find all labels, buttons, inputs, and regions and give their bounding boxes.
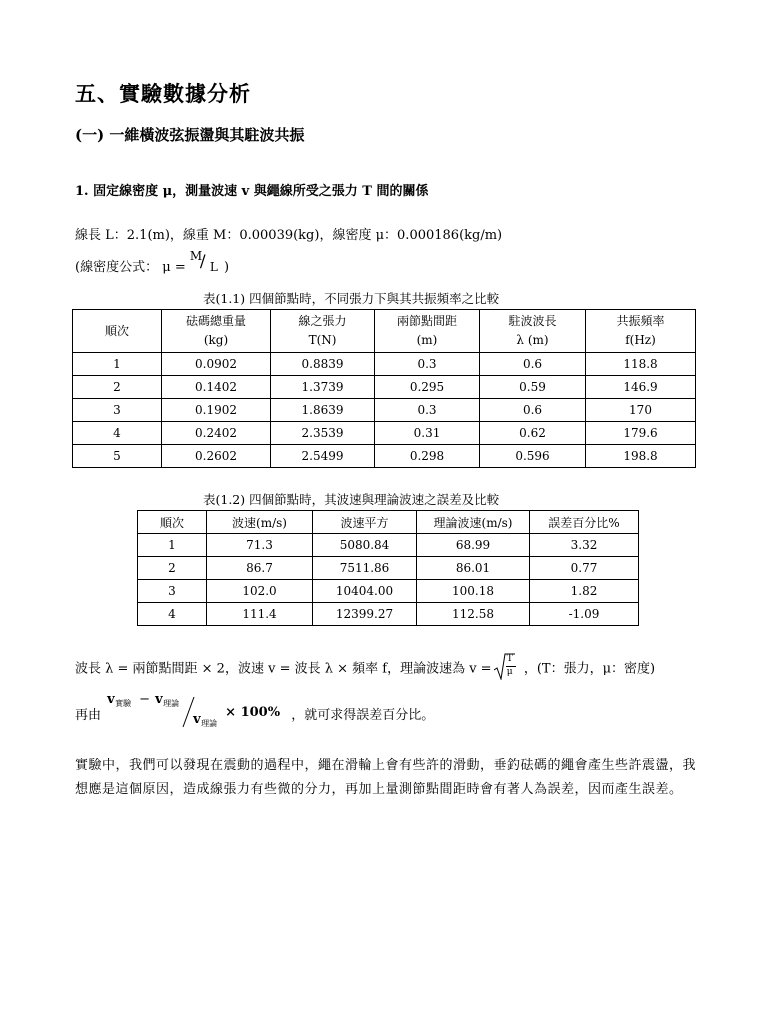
density-num: M	[189, 249, 203, 263]
table2-header-cell: 波速平方	[313, 511, 417, 534]
table-cell: 0.77	[530, 557, 639, 580]
table-row	[138, 557, 639, 580]
table-cell: 0.1902	[162, 399, 271, 422]
table-cell: 198.8	[586, 445, 696, 468]
error-formula-suffix: ，就可求得誤差百分比。	[291, 708, 435, 723]
table-cell: 111.4	[207, 603, 313, 626]
density-formula-prefix: (線密度公式：	[75, 260, 159, 275]
table-cell: 5080.84	[313, 534, 417, 557]
table-wave-speed-error	[137, 510, 639, 626]
table-cell: 0.3	[375, 399, 480, 422]
table1-header-cell: 砝碼總重量 (kg)	[162, 310, 271, 353]
sqrt-fraction	[497, 656, 519, 682]
table-cell: 1	[138, 534, 207, 557]
table-cell: 71.3	[207, 534, 313, 557]
table2-header-row	[138, 511, 639, 534]
error-formula-prefix: 再由	[75, 708, 102, 723]
table1-header-cell: 順次	[73, 310, 162, 353]
v-theoretical-subscript: 理論	[163, 698, 180, 708]
table-cell: 3.32	[530, 534, 639, 557]
table1-header-row	[73, 310, 696, 353]
v-theoretical-denominator: v	[193, 711, 201, 727]
table-row	[73, 376, 696, 399]
table-cell: 3	[73, 399, 162, 422]
table-row	[138, 603, 639, 626]
density-slash-fraction	[189, 249, 220, 274]
table-cell: 0.8839	[271, 353, 375, 376]
table-cell: 179.6	[586, 422, 696, 445]
table-cell: 0.31	[375, 422, 480, 445]
table2-caption: 表(1.2) 四個節點時，其波速與理論波速之誤差及比較	[203, 492, 500, 507]
table-cell: 0.59	[480, 376, 586, 399]
table2-header-cell: 波速(m/s)	[207, 511, 313, 534]
table-cell: 2	[138, 557, 207, 580]
table-row	[73, 422, 696, 445]
table-cell: 0.298	[375, 445, 480, 468]
sqrt-numerator: T	[506, 654, 513, 664]
v-theoretical-denominator-subscript: 理論	[201, 718, 218, 728]
v-experimental: v	[107, 691, 115, 707]
table-cell: 1.8639	[271, 399, 375, 422]
table-cell: 170	[586, 399, 696, 422]
table-cell: 0.62	[480, 422, 586, 445]
density-formula	[75, 249, 230, 275]
v-experimental-subscript: 實驗	[115, 698, 132, 708]
table-cell: 4	[138, 603, 207, 626]
table-cell: 1	[73, 353, 162, 376]
table-cell: 0.6	[480, 353, 586, 376]
wavelength-formula-text: 波長 λ = 兩節點間距 × 2，波速 v = 波長 λ × 頻率 f，理論波速為 v =	[75, 661, 492, 677]
table-cell: 7511.86	[313, 557, 417, 580]
table-cell: 0.295	[375, 376, 480, 399]
table-cell: 2.5499	[271, 445, 375, 468]
table-cell: 0.3	[375, 353, 480, 376]
parameters-line: 線長 L：2.1(m)，線重 M：0.00039(kg)，線密度 μ：0.000186(kg/m)	[75, 228, 503, 243]
table-frequency-comparison	[72, 309, 696, 468]
table-cell: 3	[138, 580, 207, 603]
v-theoretical: v	[155, 691, 163, 707]
table1-header-cell: 線之張力 T(N)	[271, 310, 375, 353]
table1-header-cell: 兩節點間距 (m)	[375, 310, 480, 353]
table-cell: 12399.27	[313, 603, 417, 626]
table2-header-cell: 順次	[138, 511, 207, 534]
table-cell: 86.01	[417, 557, 530, 580]
table2-header-cell: 理論波速(m/s)	[417, 511, 530, 534]
table-cell: 0.2602	[162, 445, 271, 468]
table2-header-cell: 誤差百分比%	[530, 511, 639, 534]
table-cell: 0.6	[480, 399, 586, 422]
table-cell: 1.3739	[271, 376, 375, 399]
table1-header-cell: 共振頻率 f(Hz)	[586, 310, 696, 353]
fraction-slash: /	[199, 252, 206, 272]
page-heading: 五、實驗數據分析	[75, 81, 251, 106]
table-row	[138, 580, 639, 603]
table-cell: 0.2402	[162, 422, 271, 445]
wavelength-formula-line	[75, 656, 655, 682]
table-cell: 10404.00	[313, 580, 417, 603]
density-den: L	[209, 260, 218, 274]
table-cell: 1.82	[530, 580, 639, 603]
table-cell: 102.0	[207, 580, 313, 603]
error-fraction	[105, 691, 281, 728]
table1-caption: 表(1.1) 四個節點時，不同張力下與其共振頻率之比較	[203, 291, 500, 306]
density-eq: =	[174, 260, 186, 275]
density-formula-suffix: )	[224, 260, 230, 275]
table-cell: 0.596	[480, 445, 586, 468]
table-cell: 100.18	[417, 580, 530, 603]
times-100-percent: × 100%	[225, 704, 281, 720]
table-row	[73, 445, 696, 468]
table-cell: 0.0902	[162, 353, 271, 376]
minus-sign: −	[139, 691, 151, 707]
error-formula-line	[75, 691, 435, 728]
table-cell: -1.09	[530, 603, 639, 626]
wavelength-formula-suffix: ，(T：張力，μ：密度)	[523, 661, 656, 677]
table-cell: 118.8	[586, 353, 696, 376]
conclusion-paragraph: 實驗中，我們可以發現在震動的過程中，繩在滑輪上會有些許的滑動，垂釣砝碼的繩會產生些許震盪，我想應是這個原因，造成線張力有些微的分力，再加上量測節點間距時會有著人為誤差，因而產生誤差。	[75, 758, 697, 797]
sub-heading: (一) 一維橫波弦振盪與其駐波共振	[75, 126, 305, 144]
table-cell: 112.58	[417, 603, 530, 626]
table-cell: 4	[73, 422, 162, 445]
table-cell: 146.9	[586, 376, 696, 399]
table-row	[73, 399, 696, 422]
table-cell: 68.99	[417, 534, 530, 557]
section-title: 1. 固定線密度 μ，測量波速 v 與繩線所受之張力 T 間的關係	[75, 184, 429, 199]
table-cell: 0.1402	[162, 376, 271, 399]
table-cell: 2.3539	[271, 422, 375, 445]
table-cell: 86.7	[207, 557, 313, 580]
table-cell: 2	[73, 376, 162, 399]
density-mu: μ	[162, 260, 171, 275]
table1-header-cell: 駐波波長 λ (m)	[480, 310, 586, 353]
table-row	[73, 353, 696, 376]
table-cell: 5	[73, 445, 162, 468]
sqrt-denominator: μ	[506, 667, 513, 677]
table-row	[138, 534, 639, 557]
